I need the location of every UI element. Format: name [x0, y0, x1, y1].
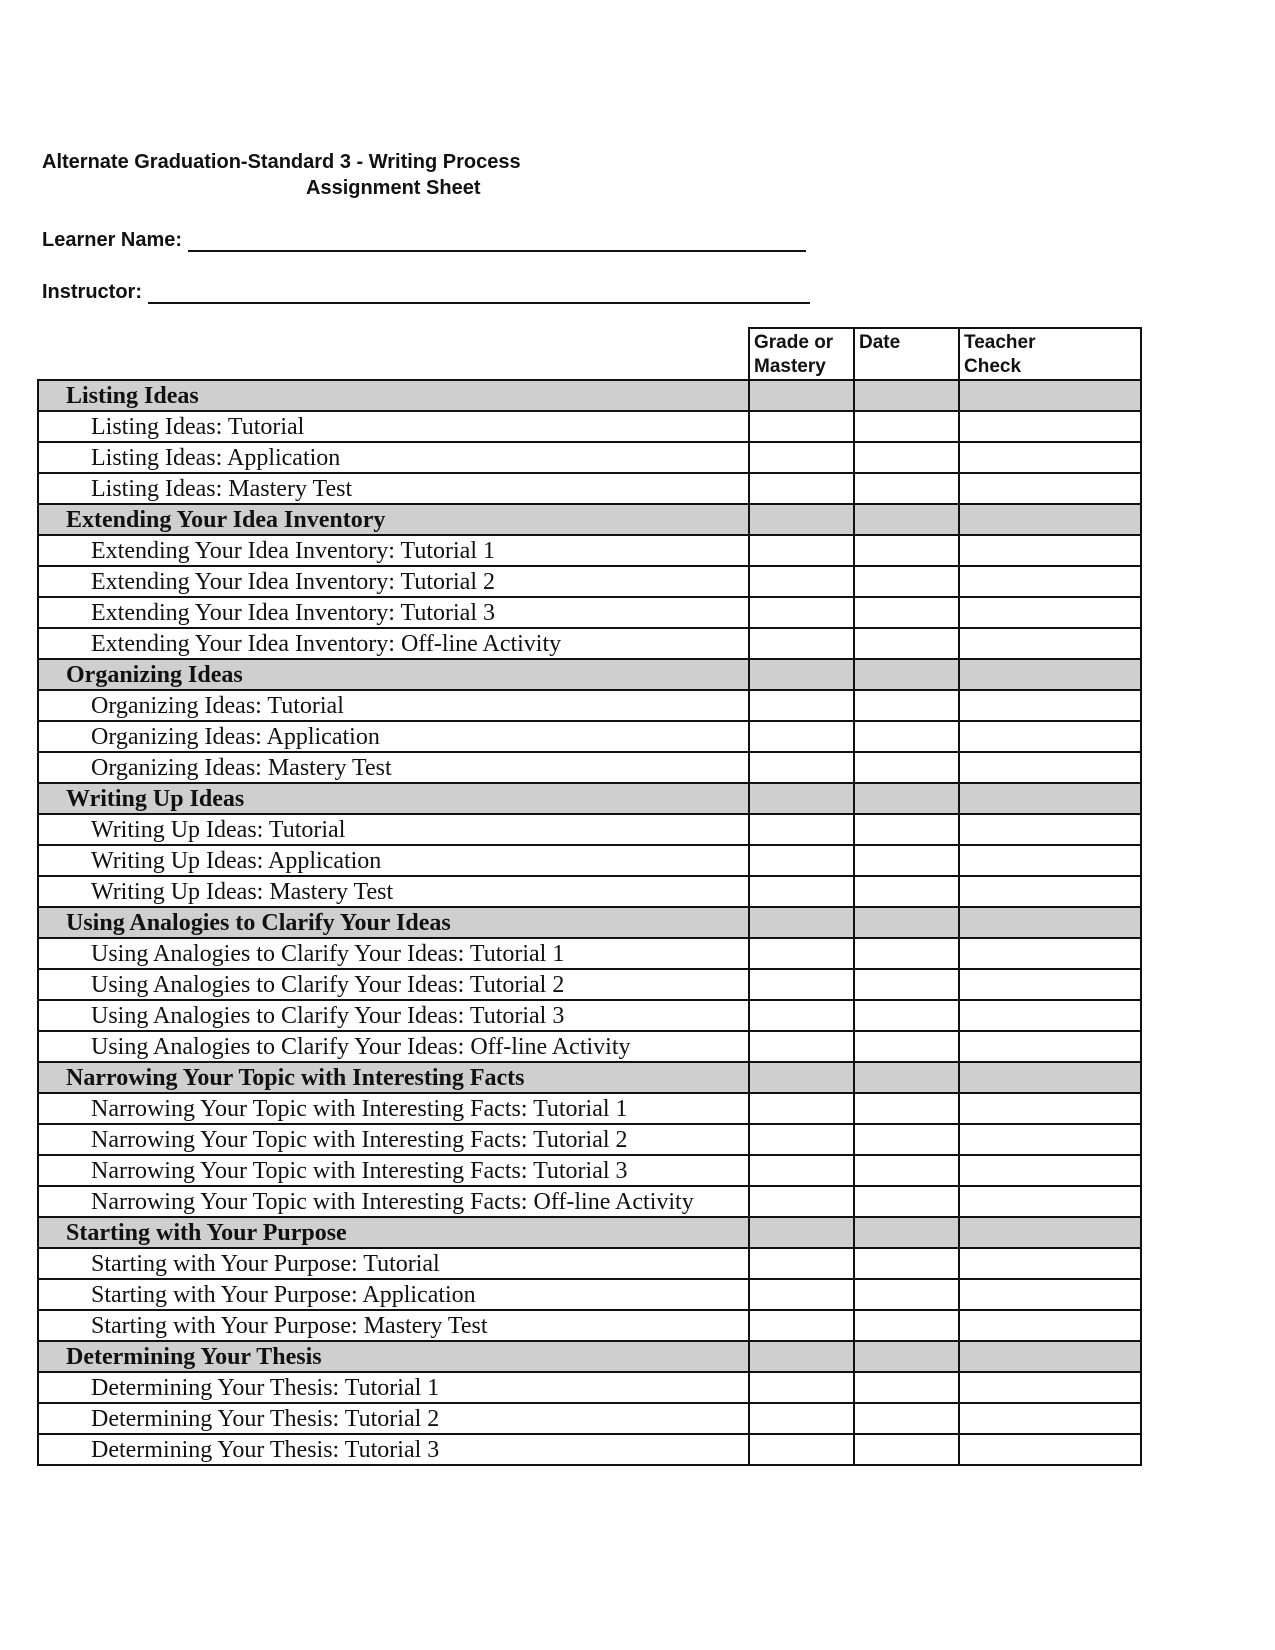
grade-cell[interactable]	[749, 597, 854, 628]
table-row	[38, 535, 1141, 566]
task-label: Narrowing Your Topic with Interesting Facts: Tutorial 1	[38, 1093, 749, 1124]
grade-cell	[749, 504, 854, 535]
instructor-field	[42, 280, 810, 304]
document-title: Alternate Graduation-Standard 3 - Writing Process	[42, 151, 521, 173]
date-cell[interactable]	[854, 876, 959, 907]
teacher-check-cell[interactable]	[959, 1124, 1141, 1155]
table-row	[38, 1434, 1141, 1465]
teacher-check-cell[interactable]	[959, 845, 1141, 876]
task-label: Writing Up Ideas: Application	[38, 845, 749, 876]
section-header-row	[38, 783, 1141, 814]
date-cell[interactable]	[854, 1248, 959, 1279]
section-label: Organizing Ideas	[38, 659, 749, 690]
teacher-check-cell[interactable]	[959, 969, 1141, 1000]
grade-cell[interactable]	[749, 938, 854, 969]
teacher-check-cell[interactable]	[959, 1186, 1141, 1217]
task-label: Using Analogies to Clarify Your Ideas: Tutorial 1	[38, 938, 749, 969]
section-header-row	[38, 659, 1141, 690]
task-label: Determining Your Thesis: Tutorial 3	[38, 1434, 749, 1465]
teacher-check-cell[interactable]	[959, 690, 1141, 721]
date-cell[interactable]	[854, 1403, 959, 1434]
date-cell[interactable]	[854, 1310, 959, 1341]
learner-name-blank[interactable]	[188, 230, 806, 252]
task-label: Starting with Your Purpose: Mastery Test	[38, 1310, 749, 1341]
table-row	[38, 1155, 1141, 1186]
table-row	[38, 876, 1141, 907]
date-cell[interactable]	[854, 628, 959, 659]
teacher-check-cell[interactable]	[959, 1000, 1141, 1031]
grade-cell[interactable]	[749, 1155, 854, 1186]
table-body	[38, 380, 1141, 1465]
date-cell[interactable]	[854, 597, 959, 628]
date-cell[interactable]	[854, 473, 959, 504]
section-label: Starting with Your Purpose	[38, 1217, 749, 1248]
teacher-check-cell[interactable]	[959, 1031, 1141, 1062]
grade-cell[interactable]	[749, 845, 854, 876]
date-cell[interactable]	[854, 1093, 959, 1124]
table-row	[38, 1279, 1141, 1310]
teacher-check-cell[interactable]	[959, 876, 1141, 907]
task-label: Organizing Ideas: Mastery Test	[38, 752, 749, 783]
teacher-check-cell[interactable]	[959, 1248, 1141, 1279]
teacher-check-cell[interactable]	[959, 411, 1141, 442]
task-column-header	[38, 328, 749, 380]
task-label: Organizing Ideas: Application	[38, 721, 749, 752]
task-label: Determining Your Thesis: Tutorial 2	[38, 1403, 749, 1434]
section-label: Narrowing Your Topic with Interesting Facts	[38, 1062, 749, 1093]
table-row	[38, 969, 1141, 1000]
table-row	[38, 411, 1141, 442]
date-cell[interactable]	[854, 1031, 959, 1062]
table-row	[38, 1310, 1141, 1341]
table-header-row	[38, 328, 1141, 380]
instructor-label: Instructor:	[42, 281, 142, 303]
table-row	[38, 1186, 1141, 1217]
table-row	[38, 1403, 1141, 1434]
task-label: Using Analogies to Clarify Your Ideas: Off-line Activity	[38, 1031, 749, 1062]
task-label: Extending Your Idea Inventory: Tutorial 3	[38, 597, 749, 628]
teacher-check-cell[interactable]	[959, 1403, 1141, 1434]
task-label: Listing Ideas: Mastery Test	[38, 473, 749, 504]
table-row	[38, 938, 1141, 969]
grade-cell[interactable]	[749, 876, 854, 907]
grade-cell[interactable]	[749, 1031, 854, 1062]
grade-cell[interactable]	[749, 969, 854, 1000]
task-label: Listing Ideas: Application	[38, 442, 749, 473]
grade-cell[interactable]	[749, 473, 854, 504]
grade-cell[interactable]	[749, 814, 854, 845]
grade-cell	[749, 907, 854, 938]
grade-cell[interactable]	[749, 752, 854, 783]
grade-cell[interactable]	[749, 1372, 854, 1403]
teacher-check-cell[interactable]	[959, 535, 1141, 566]
date-cell	[854, 380, 959, 411]
teacher-check-cell[interactable]	[959, 442, 1141, 473]
task-label: Determining Your Thesis: Tutorial 1	[38, 1372, 749, 1403]
date-header-label: Date	[859, 332, 901, 353]
grade-header-line-1: Grade or	[754, 332, 834, 353]
grade-cell[interactable]	[749, 411, 854, 442]
date-cell[interactable]	[854, 535, 959, 566]
grade-cell	[749, 1062, 854, 1093]
date-cell	[854, 907, 959, 938]
teacher-check-cell	[959, 1341, 1141, 1372]
teacher-check-cell[interactable]	[959, 1310, 1141, 1341]
date-column-header	[854, 328, 959, 380]
date-cell[interactable]	[854, 969, 959, 1000]
table-row	[38, 1093, 1141, 1124]
table-row	[38, 566, 1141, 597]
grade-cell[interactable]	[749, 721, 854, 752]
teacher-check-cell[interactable]	[959, 814, 1141, 845]
task-label: Listing Ideas: Tutorial	[38, 411, 749, 442]
section-label: Using Analogies to Clarify Your Ideas	[38, 907, 749, 938]
task-label: Writing Up Ideas: Mastery Test	[38, 876, 749, 907]
table-row	[38, 721, 1141, 752]
task-label: Extending Your Idea Inventory: Tutorial 2	[38, 566, 749, 597]
teacher-check-cell	[959, 783, 1141, 814]
date-cell[interactable]	[854, 566, 959, 597]
teacher-check-cell	[959, 380, 1141, 411]
grade-cell[interactable]	[749, 1403, 854, 1434]
date-cell[interactable]	[854, 845, 959, 876]
date-cell[interactable]	[854, 690, 959, 721]
teacher-check-cell	[959, 504, 1141, 535]
section-label: Writing Up Ideas	[38, 783, 749, 814]
grade-cell[interactable]	[749, 1434, 854, 1465]
teacher-check-cell	[959, 659, 1141, 690]
date-cell[interactable]	[854, 1279, 959, 1310]
check-header-line-2: Check	[964, 356, 1022, 377]
teacher-check-cell[interactable]	[959, 1155, 1141, 1186]
task-label: Narrowing Your Topic with Interesting Facts: Tutorial 3	[38, 1155, 749, 1186]
date-cell[interactable]	[854, 1124, 959, 1155]
grade-cell[interactable]	[749, 566, 854, 597]
grade-cell[interactable]	[749, 1093, 854, 1124]
grade-cell[interactable]	[749, 1186, 854, 1217]
teacher-check-cell[interactable]	[959, 597, 1141, 628]
grade-cell[interactable]	[749, 442, 854, 473]
date-cell	[854, 1217, 959, 1248]
grade-cell[interactable]	[749, 628, 854, 659]
grade-cell[interactable]	[749, 690, 854, 721]
date-cell[interactable]	[854, 442, 959, 473]
date-cell[interactable]	[854, 1434, 959, 1465]
section-label: Determining Your Thesis	[38, 1341, 749, 1372]
teacher-check-cell	[959, 907, 1141, 938]
grade-cell[interactable]	[749, 1279, 854, 1310]
task-label: Narrowing Your Topic with Interesting Facts: Off-line Activity	[38, 1186, 749, 1217]
table-row	[38, 442, 1141, 473]
task-label: Extending Your Idea Inventory: Off-line Activity	[38, 628, 749, 659]
document-subtitle: Assignment Sheet	[306, 177, 481, 199]
section-header-row	[38, 907, 1141, 938]
table-row	[38, 690, 1141, 721]
teacher-check-cell[interactable]	[959, 1434, 1141, 1465]
table-row	[38, 814, 1141, 845]
section-header-row	[38, 504, 1141, 535]
teacher-check-cell[interactable]	[959, 628, 1141, 659]
section-label: Listing Ideas	[38, 380, 749, 411]
learner-name-field	[42, 228, 806, 252]
teacher-check-cell[interactable]	[959, 752, 1141, 783]
teacher-check-cell	[959, 1062, 1141, 1093]
grade-cell[interactable]	[749, 1310, 854, 1341]
table-row	[38, 1000, 1141, 1031]
date-cell[interactable]	[854, 814, 959, 845]
grade-cell[interactable]	[749, 535, 854, 566]
section-header-row	[38, 1217, 1141, 1248]
grade-cell	[749, 1217, 854, 1248]
teacher-check-cell[interactable]	[959, 566, 1141, 597]
date-cell[interactable]	[854, 938, 959, 969]
grade-cell	[749, 1341, 854, 1372]
teacher-check-cell[interactable]	[959, 938, 1141, 969]
date-cell	[854, 783, 959, 814]
table-row	[38, 597, 1141, 628]
grade-column-header	[749, 328, 854, 380]
teacher-check-cell[interactable]	[959, 473, 1141, 504]
date-cell	[854, 1062, 959, 1093]
instructor-blank[interactable]	[148, 282, 810, 304]
task-label: Using Analogies to Clarify Your Ideas: Tutorial 2	[38, 969, 749, 1000]
date-cell[interactable]	[854, 721, 959, 752]
task-label: Organizing Ideas: Tutorial	[38, 690, 749, 721]
grade-header-line-2: Mastery	[754, 356, 826, 377]
section-label: Extending Your Idea Inventory	[38, 504, 749, 535]
table-row	[38, 752, 1141, 783]
teacher-check-cell	[959, 1217, 1141, 1248]
teacher-check-cell[interactable]	[959, 1372, 1141, 1403]
table-row	[38, 1372, 1141, 1403]
date-cell[interactable]	[854, 1186, 959, 1217]
task-label: Writing Up Ideas: Tutorial	[38, 814, 749, 845]
table-row	[38, 1124, 1141, 1155]
table-row	[38, 1031, 1141, 1062]
date-cell[interactable]	[854, 1155, 959, 1186]
teacher-check-column-header	[959, 328, 1141, 380]
task-label: Using Analogies to Clarify Your Ideas: Tutorial 3	[38, 1000, 749, 1031]
table-row	[38, 473, 1141, 504]
task-label: Extending Your Idea Inventory: Tutorial 1	[38, 535, 749, 566]
grade-cell	[749, 659, 854, 690]
date-cell[interactable]	[854, 752, 959, 783]
task-label: Starting with Your Purpose: Application	[38, 1279, 749, 1310]
section-header-row	[38, 1341, 1141, 1372]
grade-cell	[749, 783, 854, 814]
check-header-line-1: Teacher	[964, 332, 1036, 353]
date-cell	[854, 1341, 959, 1372]
date-cell[interactable]	[854, 411, 959, 442]
date-cell[interactable]	[854, 1372, 959, 1403]
teacher-check-cell[interactable]	[959, 1279, 1141, 1310]
table-row	[38, 1248, 1141, 1279]
task-label: Starting with Your Purpose: Tutorial	[38, 1248, 749, 1279]
grade-cell[interactable]	[749, 1124, 854, 1155]
teacher-check-cell[interactable]	[959, 1093, 1141, 1124]
learner-name-label: Learner Name:	[42, 229, 183, 251]
grade-cell	[749, 380, 854, 411]
date-cell	[854, 504, 959, 535]
table-row	[38, 845, 1141, 876]
section-header-row	[38, 380, 1141, 411]
teacher-check-cell[interactable]	[959, 721, 1141, 752]
section-header-row	[38, 1062, 1141, 1093]
table-row	[38, 628, 1141, 659]
task-label: Narrowing Your Topic with Interesting Facts: Tutorial 2	[38, 1124, 749, 1155]
grade-cell[interactable]	[749, 1000, 854, 1031]
grade-cell[interactable]	[749, 1248, 854, 1279]
date-cell[interactable]	[854, 1000, 959, 1031]
date-cell	[854, 659, 959, 690]
assignment-table	[37, 327, 1142, 1466]
